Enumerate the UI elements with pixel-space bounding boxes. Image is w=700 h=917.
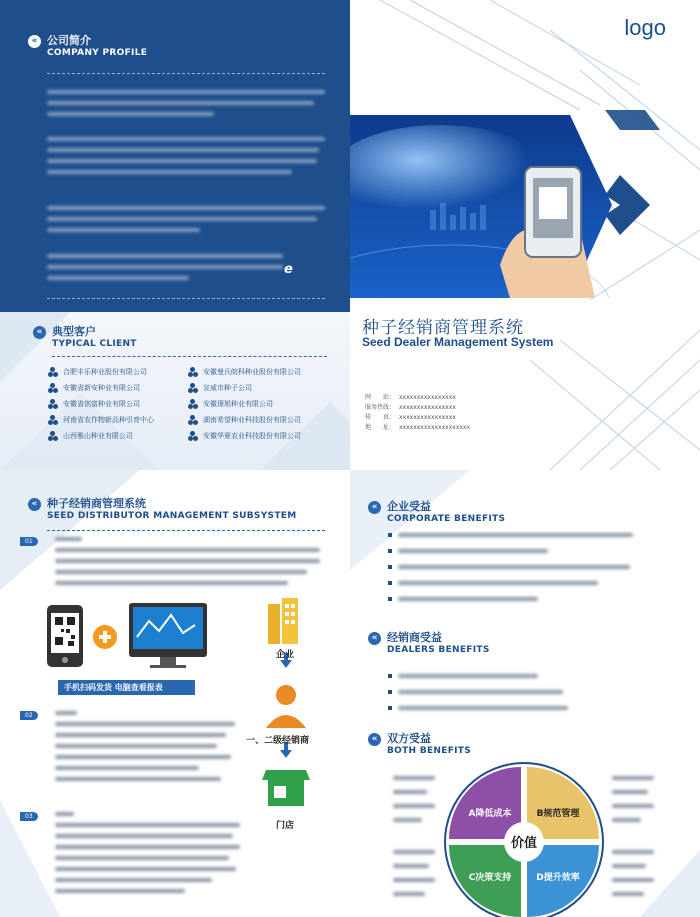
seed-icon xyxy=(188,383,198,393)
cover-title-cn: 种子经销商管理系统 xyxy=(362,318,524,338)
client-item: 山西雅山种业有限公司 xyxy=(48,428,154,444)
seed-icon xyxy=(48,431,58,441)
seed-icon xyxy=(48,383,58,393)
typical-client-title-en: TYPICAL CLIENT xyxy=(52,339,137,349)
section-tag-03: 03 xyxy=(20,812,38,821)
dealers-benefits-title-cn: 经销商受益 xyxy=(387,631,442,644)
typical-client-heading xyxy=(33,325,137,350)
seed-icon xyxy=(48,367,58,377)
list-item xyxy=(388,559,633,575)
hero-phone-image xyxy=(350,115,612,298)
client-item: 河南省农作物新品种引育中心 xyxy=(48,412,154,428)
list-item xyxy=(388,527,633,543)
seed-icon xyxy=(48,399,58,409)
double-chevron-icon: « xyxy=(368,733,381,746)
divider xyxy=(47,73,325,74)
list-item xyxy=(388,591,633,607)
distribution-flow-illustration xyxy=(256,598,316,828)
seed-icon xyxy=(188,431,198,441)
quadrant-label-c: C决策支持 xyxy=(468,873,512,883)
flow-label-dealers: 一、二级经销商 xyxy=(246,736,310,746)
divider xyxy=(52,356,327,357)
list-item xyxy=(388,543,633,559)
double-chevron-icon: « xyxy=(28,498,41,511)
client-list-right xyxy=(188,364,301,444)
quadrant-label-a: A降低成本 xyxy=(468,809,512,819)
typical-client-title-cn: 典型客户 xyxy=(52,325,96,338)
devices-caption: 手机扫码发货 电脑查看报表 xyxy=(58,680,195,695)
list-item xyxy=(388,700,568,716)
value-wheel-diagram xyxy=(444,762,604,917)
dealers-benefits-title-en: DEALERS BENEFITS xyxy=(387,645,490,655)
company-profile-heading xyxy=(28,34,147,59)
cover-title-en: Seed Dealer Management System xyxy=(362,335,554,349)
profile-paragraph-1 xyxy=(47,90,325,123)
browser-e-icon: e xyxy=(284,262,293,277)
both-benefits-title-en: BOTH BENEFITS xyxy=(387,746,472,756)
quadrant-label-b: B规范管理 xyxy=(536,809,580,819)
corporate-benefits-title-en: CORPORATE BENEFITS xyxy=(387,514,506,524)
profile-paragraph-4 xyxy=(47,254,283,287)
subsystem-title-en: SEED DISTRIBUTOR MANAGEMENT SUBSYSTEM xyxy=(47,511,297,521)
client-item: 安徽璟旭种业有限公司 xyxy=(188,396,301,412)
value-wheel-center-label: 价值 xyxy=(510,836,538,851)
seed-icon xyxy=(48,415,58,425)
client-item: 湖南希望种业科技股份有限公司 xyxy=(188,412,301,428)
quadrant-label-d: D提升效率 xyxy=(536,873,580,883)
dealers-benefits-heading xyxy=(368,631,490,656)
wheel-right-text xyxy=(612,776,654,906)
flow-label-store: 门店 xyxy=(276,821,295,831)
subsystem-title-cn: 种子经销商管理系统 xyxy=(47,497,146,510)
client-item: 安徽省新安种业有限公司 xyxy=(48,380,154,396)
section-tag-01: 01 xyxy=(20,537,38,546)
double-chevron-icon: « xyxy=(368,501,381,514)
seed-icon xyxy=(188,399,198,409)
client-item: 宣威市种子公司 xyxy=(188,380,301,396)
corporate-benefits-list xyxy=(388,527,633,607)
contact-row: 服务热线： xxxxxxxxxxxxxxxx xyxy=(365,404,456,411)
client-list-left xyxy=(48,364,154,444)
subsystem-paragraph-2 xyxy=(55,711,235,788)
list-item xyxy=(388,684,568,700)
double-chevron-icon: « xyxy=(28,35,41,48)
divider xyxy=(47,530,325,531)
dealers-benefits-list xyxy=(388,668,568,716)
corporate-benefits-title-cn: 企业受益 xyxy=(387,500,431,513)
flow-label-enterprise: 企业 xyxy=(276,650,295,660)
section-tag-02: 02 xyxy=(20,711,38,720)
company-profile-panel xyxy=(0,0,350,312)
typical-client-panel xyxy=(0,312,350,470)
both-benefits-title-cn: 双方受益 xyxy=(387,732,431,745)
list-item xyxy=(388,575,633,591)
client-item: 安徽曼氏皖科种业股份有限公司 xyxy=(188,364,301,380)
profile-paragraph-3 xyxy=(47,206,325,239)
client-item: 安徽省创富种业有限公司 xyxy=(48,396,154,412)
logo-text: logo xyxy=(624,15,666,40)
both-benefits-heading xyxy=(368,732,471,757)
client-item: 合肥丰乐种业股份有限公司 xyxy=(48,364,154,380)
contact-row: 网 站： xxxxxxxxxxxxxxxx xyxy=(365,394,456,401)
wheel-left-text xyxy=(393,776,435,906)
client-item: 安徽华夏农业科技股份有限公司 xyxy=(188,428,301,444)
company-profile-title-en: COMPANY PROFILE xyxy=(47,48,148,58)
subsystem-heading xyxy=(28,497,296,522)
seed-icon xyxy=(188,415,198,425)
corporate-benefits-heading xyxy=(368,500,505,525)
company-profile-title-cn: 公司简介 xyxy=(47,34,91,47)
contact-info xyxy=(365,393,470,433)
list-item xyxy=(388,668,568,684)
devices-illustration xyxy=(47,603,217,673)
subsystem-paragraph-3 xyxy=(55,812,240,900)
contact-row: 传 真： xxxxxxxxxxxxxxxx xyxy=(365,414,456,421)
divider xyxy=(47,298,325,299)
cover-panel xyxy=(350,0,700,470)
profile-paragraph-2 xyxy=(47,137,325,181)
subsystem-paragraph-1 xyxy=(55,537,320,592)
contact-row: 地 址： xxxxxxxxxxxxxxxxxxxx xyxy=(365,424,471,431)
double-chevron-icon: « xyxy=(368,632,381,645)
double-chevron-icon: « xyxy=(33,326,46,339)
seed-icon xyxy=(188,367,198,377)
